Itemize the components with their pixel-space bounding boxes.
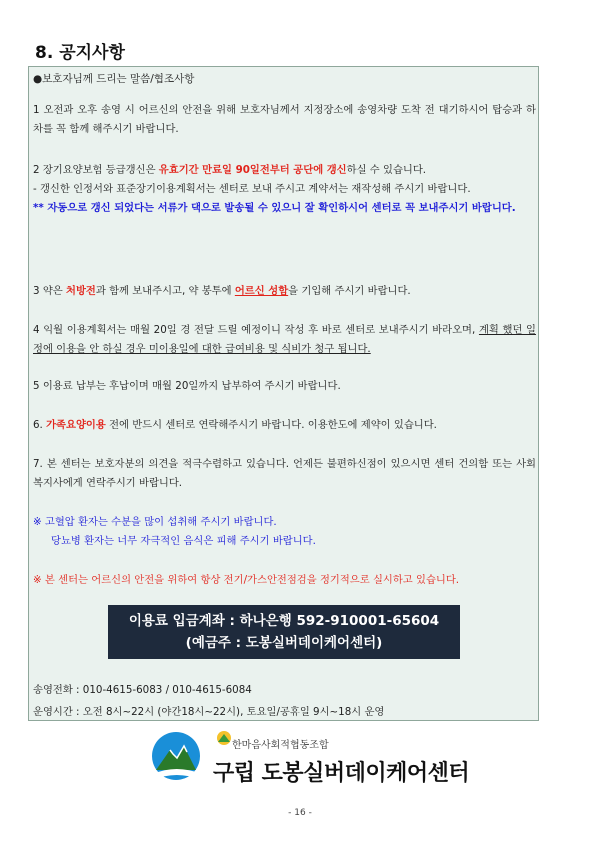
contact-phone: 송영전화 : 010-4615-6083 / 010-4615-6084 — [33, 684, 252, 696]
contact-hours: 운영시간 : 오전 8시~22시 (야간18시~22시), 토요일/공휴일 9시~18시 운영 — [33, 706, 385, 718]
notice-item-5: 5 이용료 납부는 후납이며 매월 20일까지 납부하여 주시기 바랍니다. — [33, 380, 341, 392]
notice-heading: ●보호자님께 드리는 말씀/협조사항 — [33, 73, 195, 85]
item2-highlight: 유효기간 만료일 90일전부터 공단에 갱신 — [158, 164, 347, 176]
item4-underlined: 계획 했던 일정에 이용을 안 하실 경우 미이용일에 대한 급여비용 및 식비가 청구 됩니다. — [33, 324, 537, 355]
union-name: 한마음사회적협동조합 — [232, 740, 329, 751]
item2-line2: - 갱신한 인정서와 표준장기이용계획서는 센터로 보내 주시고 계약서는 재작성해 주시기 바랍니다. — [33, 183, 471, 195]
notice-box — [28, 66, 539, 721]
item2-note: ** 자동으로 갱신 되었다는 서류가 댁으로 발송될 수 있으니 잘 확인하시어 센터로 꼭 보내주시기 바랍니다. — [33, 202, 516, 214]
account-line-1: 이용료 입금계좌 : 하나은행 592-910001-65604 — [128, 613, 440, 629]
notice-item-4 — [33, 321, 536, 359]
health-notice — [33, 513, 536, 551]
page-number: - 16 - — [288, 808, 312, 818]
item4-text: 4 익월 이용계획서는 매월 20일 경 전달 드릴 예정이니 작성 후 바로 센터로 보내주시기 바라오며, — [33, 324, 479, 336]
item6-text-end: 전에 반드시 센터로 연락해주시기 바랍니다. 이용한도에 제약이 있습니다. — [105, 419, 437, 431]
account-box — [108, 605, 460, 659]
item3-name: 어르신 성함 — [234, 285, 289, 297]
notice-item-2 — [33, 161, 536, 218]
item2-text-end: 하실 수 있습니다. — [346, 164, 427, 176]
item2-text: 2 장기요양보험 등급갱신은 — [33, 164, 159, 176]
safety-notice: ※ 본 센터는 어르신의 안전을 위하여 항상 전기/가스안전점검을 정기적으로 실시하고 있습니다. — [33, 574, 460, 586]
center-name: 구립 도봉실버데이케어센터 — [213, 761, 470, 786]
section-title: 8. 공지사항 — [35, 43, 125, 63]
account-line-2: (예금주 : 도봉실버데이케어센터) — [185, 635, 383, 651]
notice-item-7: 7. 본 센터는 보호자분의 의견을 적극수렴하고 있습니다. 언제든 불편하신점이 있으시면 센터 건의함 또는 사회복지사에게 연락주시기 바랍니다. — [33, 458, 536, 489]
item3-text: 3 약은 — [33, 285, 66, 297]
item3-text-end: 을 기입해 주시기 바랍니다. — [288, 285, 411, 297]
item3-text-mid: 과 함께 보내주시고, 약 봉투에 — [95, 285, 235, 297]
item6-text: 6. — [33, 419, 47, 431]
union-icon — [217, 731, 231, 745]
health-line-1: ※ 고혈압 환자는 수분을 많이 섭취해 주시기 바랍니다. — [33, 516, 277, 528]
health-line-2: 당뇨병 환자는 너무 자극적인 음식은 피해 주시기 바랍니다. — [51, 535, 316, 547]
item6-highlight: 가족요양이용 — [46, 419, 106, 431]
notice-item-6 — [33, 416, 536, 435]
item3-prescription: 처방전 — [66, 285, 96, 297]
notice-item-1: 1 오전과 오후 송영 시 어르신의 안전을 위해 보호자님께서 지정장소에 송영차량 도착 전 대기하시어 탑승과 하차를 꼭 함께 해주시기 바랍니다. — [33, 104, 536, 135]
notice-item-3 — [33, 282, 536, 301]
